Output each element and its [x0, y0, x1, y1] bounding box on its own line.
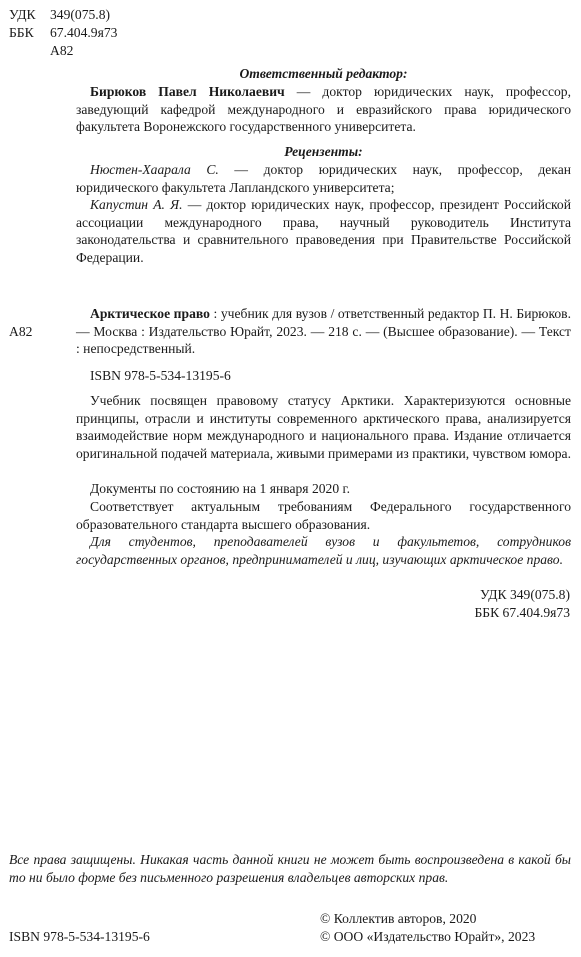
- udk-bottom: УДК 349(075.8): [479, 587, 570, 602]
- author-mark-record: А82: [9, 324, 33, 339]
- annotation-paragraph-1: Учебник посвящен правовому статусу Арктики. Характеризуются основные принципы, отрасли и институты современного арктического права, анализируется взаимодействие норм международного и национального права. Издание отличается оригинальной подачей материала, живыми примерами из практики, чувством юмора.: [76, 393, 571, 461]
- record-isbn: ISBN 978-5-534-13195-6: [90, 368, 231, 383]
- reviewer-1-description: — доктор юридических наук, профессор, декан юридического факультета Лапландского университета;: [76, 162, 572, 195]
- footer-isbn: ISBN 978-5-534-13195-6: [9, 929, 150, 944]
- reviewer-2-description: — доктор юридических наук, профессор, президент Российской ассоциации международного права, научный руководитель Института законодательства и сравнительного правоведения при Правительстве Российской Федерации.: [76, 197, 571, 265]
- bbk-top-label: ББК: [9, 25, 34, 40]
- copyright-publisher: © ООО «Издательство Юрайт», 2023: [320, 929, 536, 944]
- reviewer-2-name: Капустин А. Я.: [90, 197, 183, 212]
- annotation-paragraph-3: Соответствует актуальным требованиям Федерального государственного образовательного стандарта высшего образования.: [76, 499, 571, 532]
- record-title: Арктическое право: [90, 306, 210, 321]
- editor-heading: Ответственный редактор:: [239, 66, 408, 81]
- copyright-authors: © Коллектив авторов, 2020: [320, 911, 477, 926]
- editor-paragraph: [76, 83, 571, 136]
- reviewer-1-paragraph: [76, 161, 571, 196]
- annotation-paragraph-2: Документы по состоянию на 1 января 2020 г.: [90, 481, 350, 496]
- record-description: : учебник для вузов / ответственный редактор П. Н. Бирюков. — Москва : Издательство Юрайт, 2023. — 218 с. — (Высшее образование). — Текст : непосредственный.: [76, 306, 571, 356]
- bbk-top-code: 67.404.9я73: [50, 25, 118, 40]
- reviewer-1-name: Нюстен-Хаарала С.: [90, 162, 219, 177]
- annotation-audience: Для студентов, преподавателей вузов и факультетов, сотрудников государственных органов, предпринимателей и лиц, изучающих арктическое право.: [76, 534, 571, 567]
- reviewers-heading: Рецензенты:: [284, 144, 363, 159]
- udk-top-code: 349(075.8): [50, 7, 111, 22]
- bbk-bottom: ББК 67.404.9я73: [474, 605, 570, 620]
- udk-top-label: УДК: [9, 7, 36, 22]
- editor-name: Бирюков Павел Николаевич: [90, 84, 285, 99]
- editor-description: — доктор юридических наук, профессор, заведующий кафедрой международного и евразийского права юридического факультета Воронежского государственного университета.: [76, 84, 571, 134]
- reviewer-2-paragraph: [76, 196, 571, 266]
- author-mark-top: А82: [50, 43, 74, 58]
- rights-notice: Все права защищены. Никакая часть данной книги не может быть воспроизведена в какой бы то ни было форме без письменного разрешения владельцев авторских прав.: [9, 852, 571, 885]
- bibliographic-record: [76, 305, 571, 358]
